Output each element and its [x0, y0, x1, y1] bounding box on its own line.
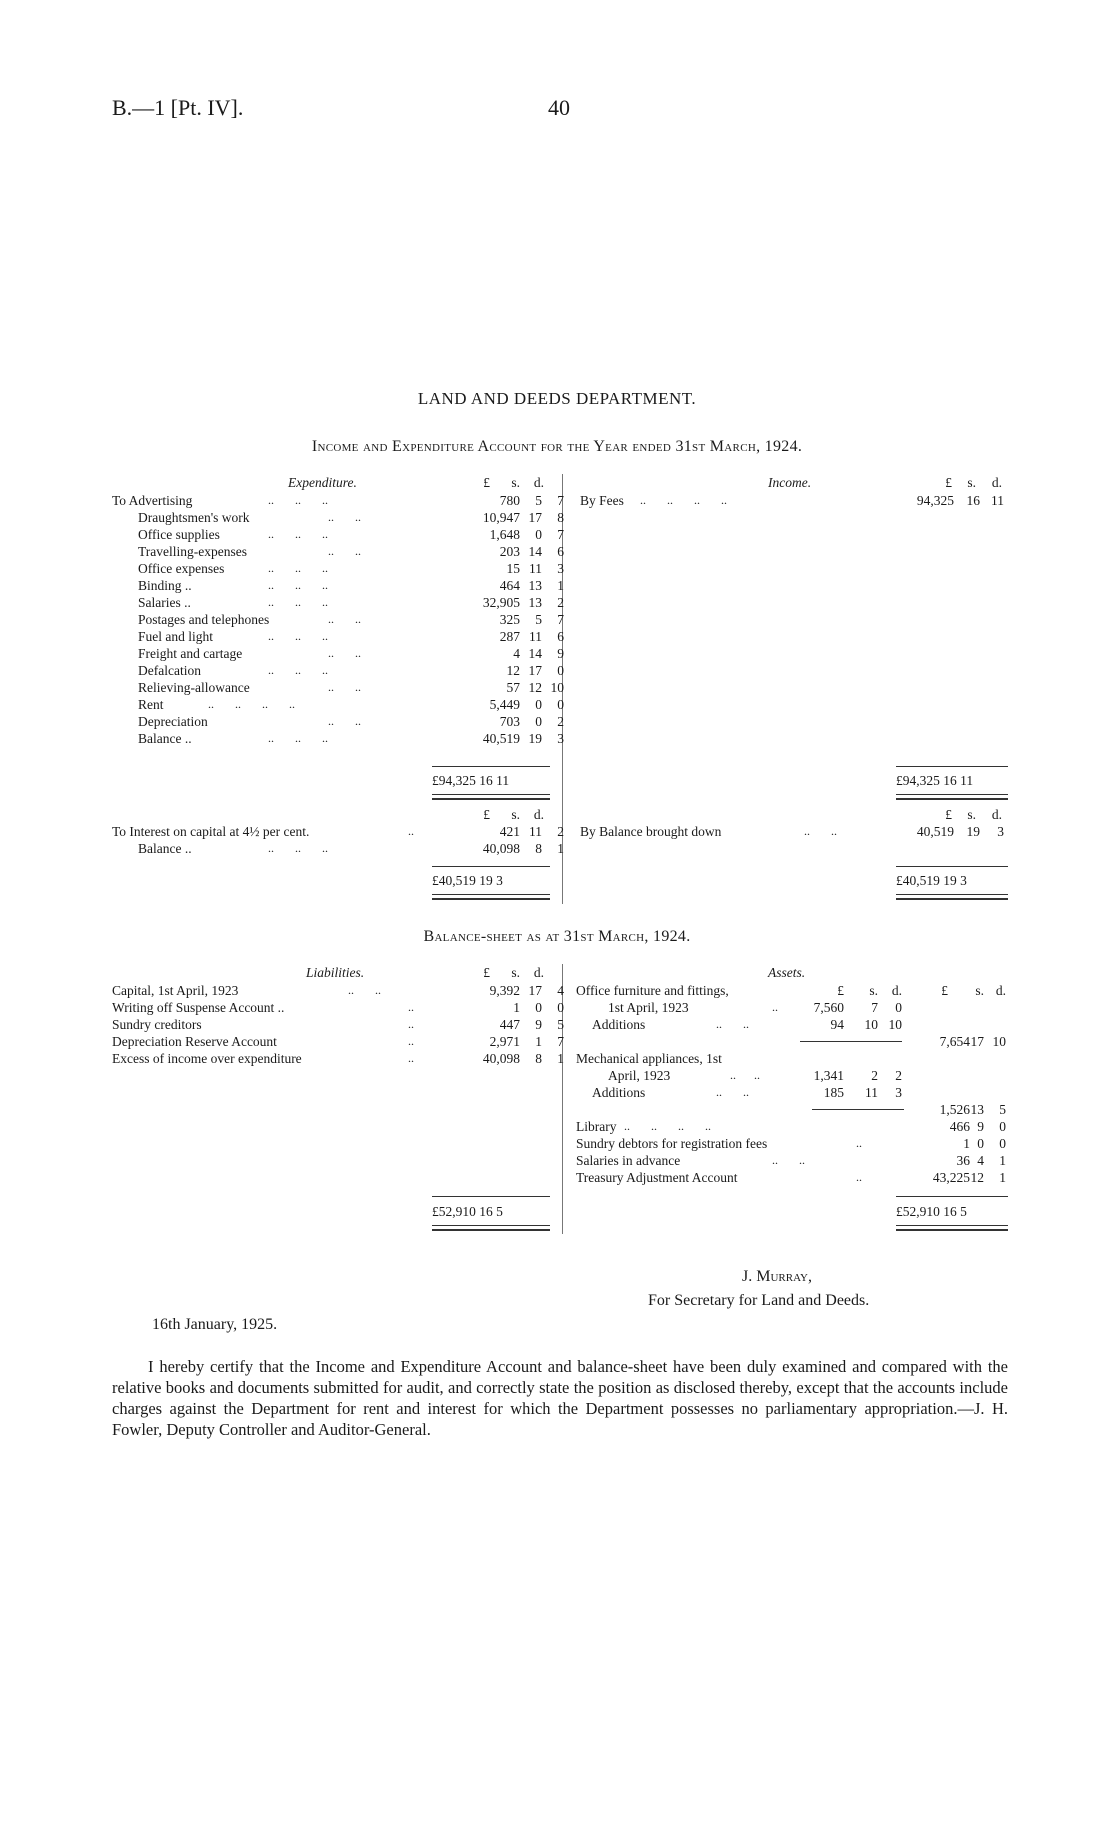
leader-dots: .. — [772, 1000, 778, 1014]
asset-row — [576, 1135, 1016, 1152]
leader-dots: .. — [408, 824, 414, 838]
asset-row — [576, 1118, 1016, 1135]
mechanical-label: Mechanical appliances, 1st — [576, 1051, 722, 1066]
row-label: Office expenses — [138, 561, 225, 576]
amount-pounds: 7,654 — [939, 1034, 970, 1049]
col-pence: d. — [533, 475, 544, 490]
office-furniture-line1 — [576, 999, 1016, 1016]
col-pence: d. — [891, 983, 902, 998]
leader-dots: .. .. — [730, 1068, 760, 1082]
mechanical-total — [576, 1101, 1016, 1118]
liability-row — [112, 999, 564, 1016]
amount-shillings: 8 — [535, 841, 542, 856]
total-expenditure: £94,325 16 11 — [432, 773, 510, 788]
amount-pence: 3 — [557, 561, 564, 576]
total-interest-left: £40,519 19 3 — [432, 873, 503, 888]
amount-pence: 6 — [557, 544, 564, 559]
leader-dots: .. .. .. — [268, 578, 328, 592]
row-label: Fuel and light — [138, 629, 213, 644]
row-label: Writing off Suspense Account .. — [112, 1000, 285, 1015]
amount-pounds: 447 — [499, 1017, 520, 1032]
row-label: Relieving-allowance — [138, 680, 250, 695]
amount-pounds: 287 — [499, 629, 520, 644]
amount-shillings: 17 — [528, 663, 542, 678]
income-label: By Fees — [580, 493, 624, 508]
col-pounds: £ — [483, 807, 490, 822]
amount-pounds: 2,971 — [489, 1034, 520, 1049]
mechanical-line2 — [576, 1084, 1016, 1101]
leader-dots: .. — [408, 1000, 414, 1014]
leader-dots: .. — [856, 1170, 862, 1184]
line-label: Additions — [592, 1017, 646, 1032]
leader-dots: .. — [408, 1034, 414, 1048]
row-label: Rent — [138, 697, 164, 712]
amount-pence: 2 — [557, 595, 564, 610]
col-shillings: s. — [967, 807, 976, 822]
amount-pence: 0 — [557, 697, 564, 712]
office-furniture-heading — [576, 982, 1016, 999]
row-label: To Interest on capital at 4½ per cent. — [112, 824, 310, 839]
rule — [432, 1196, 550, 1197]
amount-pence: 10 — [888, 1017, 902, 1032]
amount-shillings: 12 — [528, 680, 542, 695]
leader-dots: .. .. — [328, 680, 361, 694]
amount-pence: 1 — [557, 841, 564, 856]
row-label: Office supplies — [138, 527, 220, 542]
col-shillings: s. — [869, 983, 878, 998]
amount-pence: 2 — [557, 714, 564, 729]
certificate-text: I hereby certify that the Income and Expenditure Account and balance-sheet have been duly examined and compared with the relative books and documents submitted for audit, and correctly state the position as disclosed thereby, except that the accounts include charges against the Department for rent and interest for which the Department possesses no parliamentary appropriation.—J. H. Fowler, Deputy Controller and Auditor-General. — [112, 1357, 1008, 1439]
row-label: Excess of income over expenditure — [112, 1051, 302, 1066]
amount-shillings: 10 — [864, 1017, 878, 1032]
audit-certificate — [112, 1356, 1008, 1440]
leader-dots: .. .. — [328, 646, 361, 660]
amount-pounds: 10,947 — [482, 510, 520, 525]
row-label: Sundry creditors — [112, 1017, 202, 1032]
leader-dots: .. .. .. — [268, 493, 328, 507]
row-label: Balance .. — [138, 731, 192, 746]
row-label: Treasury Adjustment Account — [576, 1170, 738, 1185]
total-assets: £52,910 16 5 — [896, 1204, 967, 1219]
leader-dots: .. .. — [716, 1017, 749, 1031]
amount-pence: 9 — [557, 646, 564, 661]
leader-dots: .. .. — [348, 983, 381, 997]
amount-pence: 7 — [557, 612, 564, 627]
amount-pounds: 9,392 — [489, 983, 520, 998]
amount-shillings: 16 — [966, 493, 980, 508]
amount-shillings: 11 — [529, 629, 542, 644]
amount-pence: 1 — [999, 1153, 1006, 1168]
col-shillings: s. — [975, 983, 984, 998]
amount-pounds: 1,341 — [813, 1068, 844, 1083]
amount-pounds: 32,905 — [482, 595, 520, 610]
col-shillings: s. — [511, 965, 520, 980]
amount-pounds: 703 — [499, 714, 520, 729]
amount-pounds: 40,098 — [482, 841, 520, 856]
amount-shillings: 2 — [871, 1068, 878, 1083]
page-number: 40 — [548, 95, 570, 120]
row-label: Postages and telephones — [138, 612, 270, 627]
leader-dots: .. .. — [328, 714, 361, 728]
amount-shillings: 11 — [529, 561, 542, 576]
amount-pence: 6 — [557, 629, 564, 644]
col-pence: d. — [533, 807, 544, 822]
amount-pence: 1 — [557, 578, 564, 593]
amount-pounds: 40,098 — [482, 1051, 520, 1066]
amount-pence: 10 — [550, 680, 564, 695]
amount-shillings: 4 — [977, 1153, 984, 1168]
leader-dots: .. — [408, 1051, 414, 1065]
leader-dots: .. .. — [328, 510, 361, 524]
assets-heading: Assets. — [768, 965, 806, 980]
amount-shillings: 0 — [535, 714, 542, 729]
amount-pence: 11 — [991, 493, 1004, 508]
double-rule — [432, 1225, 550, 1231]
col-pence: d. — [995, 983, 1006, 998]
amount-pounds: 1,648 — [489, 527, 520, 542]
col-pounds: £ — [945, 807, 952, 822]
double-rule — [896, 1225, 1008, 1231]
amount-pounds: 1,526 — [939, 1102, 970, 1117]
leader-dots: .. .. .. .. — [208, 697, 295, 711]
leader-dots: .. .. .. — [268, 527, 328, 541]
leader-dots: .. .. — [804, 824, 837, 838]
office-furniture-label: Office furniture and fittings, — [576, 983, 729, 998]
date: 16th January, 1925. — [152, 1316, 278, 1333]
amount-shillings: 19 — [966, 824, 980, 839]
col-pounds: £ — [945, 475, 952, 490]
leader-dots: .. .. — [328, 544, 361, 558]
amount-pence: 0 — [999, 1136, 1006, 1151]
leader-dots: .. .. .. — [268, 841, 328, 855]
amount-shillings: 12 — [970, 1170, 984, 1185]
amount-pounds: 4 — [513, 646, 520, 661]
office-furniture-line2 — [576, 1016, 1016, 1033]
leader-dots: .. .. .. .. — [640, 493, 727, 507]
row-label: Library — [576, 1119, 617, 1134]
amount-pounds: 466 — [949, 1119, 970, 1134]
amount-shillings: 0 — [535, 527, 542, 542]
leader-dots: .. .. .. — [268, 663, 328, 677]
amount-pence: 3 — [997, 824, 1004, 839]
amount-shillings: 5 — [535, 612, 542, 627]
amount-pence: 7 — [557, 493, 564, 508]
liability-row — [112, 1016, 564, 1033]
liability-row — [112, 1033, 564, 1050]
total-income: £94,325 16 11 — [896, 773, 974, 788]
amount-shillings: 9 — [535, 1017, 542, 1032]
amount-pence: 7 — [557, 1034, 564, 1049]
amount-shillings: 1 — [535, 1034, 542, 1049]
amount-shillings: 0 — [977, 1136, 984, 1151]
amount-pence: 5 — [999, 1102, 1006, 1117]
amount-shillings: 0 — [535, 1000, 542, 1015]
row-label: Travelling-expenses — [138, 544, 247, 559]
signatory-name: J. Murray, — [742, 1268, 812, 1285]
leader-dots: .. .. .. — [268, 731, 328, 745]
amount-shillings: 13 — [970, 1102, 984, 1117]
row-label: Freight and cartage — [138, 646, 243, 661]
amount-pounds: 94 — [830, 1017, 844, 1032]
row-label: Depreciation Reserve Account — [112, 1034, 277, 1049]
line-label: April, 1923 — [608, 1068, 671, 1083]
row-label: To Advertising — [112, 493, 193, 508]
amount-pence: 8 — [557, 510, 564, 525]
amount-pounds: 780 — [499, 493, 520, 508]
col-pence: d. — [991, 807, 1002, 822]
amount-shillings: 13 — [528, 595, 542, 610]
leader-dots: .. .. — [716, 1085, 749, 1099]
col-pounds: £ — [483, 475, 490, 490]
amount-pounds: 421 — [499, 824, 520, 839]
amount-pounds: 5,449 — [489, 697, 520, 712]
amount-pounds: 7,560 — [813, 1000, 844, 1015]
amount-shillings: 0 — [535, 697, 542, 712]
leader-dots: .. .. .. — [268, 595, 328, 609]
row-label: Depreciation — [138, 714, 208, 729]
amount-shillings: 19 — [528, 731, 542, 746]
amount-pounds: 40,519 — [482, 731, 520, 746]
brought-down-label: By Balance brought down — [580, 824, 722, 839]
row-label: Binding .. — [138, 578, 192, 593]
amount-pence: 1 — [999, 1170, 1006, 1185]
row-label: Salaries .. — [138, 595, 191, 610]
col-shillings: s. — [967, 475, 976, 490]
amount-shillings: 17 — [970, 1034, 984, 1049]
row-label: Capital, 1st April, 1923 — [112, 983, 239, 998]
amount-shillings: 7 — [871, 1000, 878, 1015]
amount-pounds: 36 — [956, 1153, 970, 1168]
income-expenditure-subtitle: Income and Expenditure Account for the Year ended 31st March, 1924. — [311, 438, 803, 455]
rule — [896, 1196, 1008, 1197]
amount-pounds: 94,325 — [916, 493, 954, 508]
amount-pence: 10 — [992, 1034, 1006, 1049]
mechanical-line1 — [576, 1067, 1016, 1084]
amount-pounds: 1 — [963, 1136, 970, 1151]
col-pounds: £ — [941, 983, 948, 998]
amount-shillings: 14 — [528, 544, 542, 559]
mechanical-heading — [576, 1050, 1016, 1067]
leader-dots: .. .. .. — [268, 561, 328, 575]
office-furniture-total — [576, 1033, 1016, 1050]
liability-row — [112, 982, 564, 999]
document-code: B.—1 [Pt. IV]. — [112, 95, 244, 120]
amount-pence: 2 — [557, 824, 564, 839]
income-heading: Income. — [768, 475, 812, 490]
amount-pounds: 1 — [513, 1000, 520, 1015]
page-title: LAND AND DEEDS DEPARTMENT. — [417, 389, 697, 408]
row-label: Sundry debtors for registration fees — [576, 1136, 768, 1151]
total-liabilities: £52,910 16 5 — [432, 1204, 503, 1219]
amount-pounds: 43,225 — [932, 1170, 970, 1185]
amount-pence: 3 — [895, 1085, 902, 1100]
signatory-role: For Secretary for Land and Deeds. — [648, 1292, 870, 1309]
amount-pounds: 203 — [499, 544, 520, 559]
amount-shillings: 13 — [528, 578, 542, 593]
expenditure-heading: Expenditure. — [288, 475, 357, 490]
leader-dots: .. .. — [328, 612, 361, 626]
col-pence: d. — [533, 965, 544, 980]
row-label: Balance .. — [138, 841, 192, 856]
leader-dots: .. .. — [772, 1153, 805, 1167]
amount-pounds: 57 — [506, 680, 520, 695]
asset-row — [576, 1152, 1016, 1169]
liabilities-column-heads — [460, 964, 552, 981]
amount-pounds: 40,519 — [916, 824, 954, 839]
amount-pounds: 464 — [499, 578, 520, 593]
asset-row — [576, 1169, 1016, 1186]
amount-pence: 2 — [895, 1068, 902, 1083]
amount-shillings: 11 — [865, 1085, 878, 1100]
row-label: Draughtsmen's work — [138, 510, 250, 525]
amount-pence: 0 — [557, 1000, 564, 1015]
amount-pence: 5 — [557, 1017, 564, 1032]
total-interest-right: £40,519 19 3 — [896, 873, 967, 888]
liabilities-heading: Liabilities. — [306, 965, 365, 980]
col-pounds: £ — [837, 983, 844, 998]
amount-pounds: 325 — [499, 612, 520, 627]
amount-pence: 0 — [557, 663, 564, 678]
amount-pounds: 15 — [506, 561, 520, 576]
amount-pounds: 12 — [506, 663, 520, 678]
leader-dots: .. .. .. .. — [624, 1119, 711, 1133]
amount-shillings: 11 — [529, 824, 542, 839]
leader-dots: .. .. .. — [268, 629, 328, 643]
amount-pounds: 185 — [823, 1085, 844, 1100]
leader-dots: .. — [408, 1017, 414, 1031]
amount-shillings: 8 — [535, 1051, 542, 1066]
amount-pence: 1 — [557, 1051, 564, 1066]
amount-shillings: 17 — [528, 983, 542, 998]
col-pence: d. — [991, 475, 1002, 490]
amount-shillings: 14 — [528, 646, 542, 661]
col-shillings: s. — [511, 475, 520, 490]
line-label: Additions — [592, 1085, 646, 1100]
row-label: Salaries in advance — [576, 1153, 681, 1168]
col-shillings: s. — [511, 807, 520, 822]
leader-dots: .. — [856, 1136, 862, 1150]
liability-row — [112, 1050, 564, 1067]
amount-pence: 3 — [557, 731, 564, 746]
col-pounds: £ — [483, 965, 490, 980]
amount-pence: 0 — [895, 1000, 902, 1015]
line-label: 1st April, 1923 — [608, 1000, 689, 1015]
amount-shillings: 5 — [535, 493, 542, 508]
row-label: Defalcation — [138, 663, 201, 678]
amount-shillings: 9 — [977, 1119, 984, 1134]
amount-pence: 4 — [557, 983, 564, 998]
amount-pence: 7 — [557, 527, 564, 542]
amount-shillings: 17 — [528, 510, 542, 525]
amount-pence: 0 — [999, 1119, 1006, 1134]
balance-sheet-subtitle: Balance-sheet as at 31st March, 1924. — [423, 928, 691, 945]
